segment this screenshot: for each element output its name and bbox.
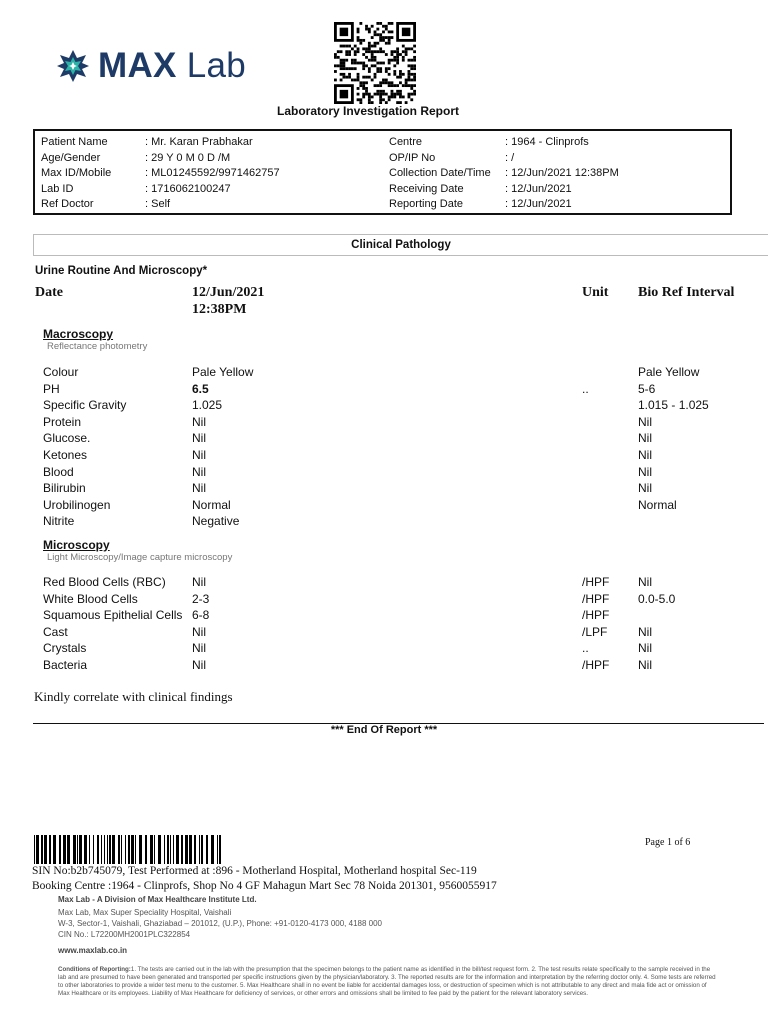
brand-light: Lab <box>186 46 247 85</box>
centre-label: Centre <box>389 136 423 148</box>
result-ref: 0.0-5.0 <box>638 591 676 606</box>
result-value: Nil <box>192 414 206 429</box>
result-ref: Nil <box>638 431 652 446</box>
ref-doctor-value: : Self <box>145 198 171 210</box>
result-name: Nitrite <box>43 514 75 529</box>
result-ref: Nil <box>638 624 652 639</box>
sin-line: SIN No:b2b745079, Test Performed at :896 - Motherland Hospital, Motherland hospital Sec-119 <box>32 865 477 877</box>
result-ref: 1.015 - 1.025 <box>638 398 709 413</box>
result-name: Red Blood Cells (RBC) <box>43 575 166 589</box>
result-row <box>0 658 768 674</box>
lab-id-value: : 1716062100247 <box>145 182 231 195</box>
result-value: 6.5 <box>192 381 209 396</box>
result-ref: Nil <box>638 481 652 496</box>
result-row <box>0 625 768 641</box>
result-row <box>0 448 768 464</box>
result-row <box>0 641 768 657</box>
result-value: 6-8 <box>192 608 210 623</box>
result-row <box>0 498 768 514</box>
result-name: PH <box>43 381 60 396</box>
qr-code-icon <box>334 22 416 104</box>
microscopy-title: Microscopy <box>43 538 110 552</box>
result-row <box>0 382 768 398</box>
brand-bold: MAX <box>98 46 177 85</box>
result-value: Nil <box>192 464 206 479</box>
address-line-2: W-3, Sector-1, Vaishali, Ghaziabad – 201012, (U.P.), Phone: +91-0120-4173 000, 4188 000 <box>58 919 382 928</box>
result-row <box>0 365 768 381</box>
reporting-date-label: Reporting Date <box>389 198 463 210</box>
test-name: Urine Routine And Microscopy* <box>35 265 208 277</box>
result-name: Specific Gravity <box>43 398 127 413</box>
result-row <box>0 592 768 608</box>
cin-number: CIN No.: L72200MH2001PLC322854 <box>58 930 191 939</box>
macroscopy-method: Reflectance photometry <box>47 341 148 352</box>
result-ref: Nil <box>638 641 652 656</box>
result-unit: /HPF <box>582 658 610 672</box>
reporting-date-value: : 12/Jun/2021 <box>505 198 572 210</box>
result-row <box>0 465 768 481</box>
website-link[interactable]: www.maxlab.co.in <box>58 946 128 955</box>
page-number: Page 1 of 6 <box>645 837 691 848</box>
result-name: Bacteria <box>43 658 88 672</box>
collection-date-value: : 12/Jun/2021 12:38PM <box>505 167 619 179</box>
result-value: Negative <box>192 514 240 529</box>
patient-info-box <box>33 129 732 215</box>
receiving-date-value: : 12/Jun/2021 <box>505 182 572 195</box>
result-value: Nil <box>192 641 206 656</box>
result-row <box>0 481 768 497</box>
max-id-value: : ML01245592/9971462757 <box>145 167 280 179</box>
result-name: Bilirubin <box>43 481 86 496</box>
result-name: Blood <box>43 464 74 479</box>
op-ip-label: OP/IP No <box>389 151 436 164</box>
centre-value: : 1964 - Clinprofs <box>505 136 589 148</box>
clinical-note: Kindly correlate with clinical findings <box>34 689 233 704</box>
result-unit: /HPF <box>582 608 610 623</box>
result-name: Squamous Epithelial Cells <box>43 608 183 623</box>
date-column-header: Date <box>35 285 63 300</box>
patient-name-label: Patient Name <box>41 136 108 148</box>
max-star-icon <box>56 49 90 83</box>
result-value: Nil <box>192 431 206 446</box>
max-lab-logo <box>56 44 246 88</box>
result-ref: Nil <box>638 464 652 479</box>
company-name: Max Lab - A Division of Max Healthcare Institute Ltd. <box>58 895 257 904</box>
result-value: Nil <box>192 575 206 589</box>
result-unit: .. <box>582 381 589 396</box>
result-row <box>0 431 768 447</box>
result-value: 1.025 <box>192 398 223 413</box>
conditions-text: 1. The tests are carried out in the lab with the presumption that the specimen belongs to the patient name as identified in the bill/test request form. 2. The test results relate specifically to the sample received in the lab and are presumed to have been generated and transported per specific instructions given by the physician/laboratory. 3. The reported results are for the information and interpretation by the referring doctor only. 4. Some tests are referred to other laboratories to provide a wider test menu to the customer. 5. Max Healthcare shall in no event be liable for accidental damages loss, or destruction of specimen which is not attributable to any direct and mala fide act or omission of Max Healthcare or its employees. Liability of Max Healthcare for deficiency of services, or other errors and omissions shall be limited to fee paid by the patient for the relevant laboratory services. <box>58 966 716 997</box>
time-value: 12:38PM <box>192 302 247 317</box>
result-name: Crystals <box>43 641 87 656</box>
result-ref: Nil <box>638 414 652 429</box>
result-name: Urobilinogen <box>43 497 111 512</box>
address-line-1: Max Lab, Max Super Speciality Hospital, Vaishali <box>58 908 232 917</box>
ref-column-header: Bio Ref Interval <box>638 285 735 300</box>
op-ip-value: : / <box>505 151 515 164</box>
unit-column-header: Unit <box>582 285 609 300</box>
result-name: Glucose. <box>43 431 91 446</box>
result-name: Colour <box>43 365 79 379</box>
result-value: Nil <box>192 448 206 462</box>
section-title: Clinical Pathology <box>33 234 768 256</box>
result-ref: Nil <box>638 448 652 462</box>
result-unit: /HPF <box>582 591 610 606</box>
barcode-icon <box>34 835 224 864</box>
result-value: Nil <box>192 658 206 672</box>
result-name: Protein <box>43 414 82 429</box>
max-id-label: Max ID/Mobile <box>41 167 112 179</box>
age-gender-label: Age/Gender <box>41 151 101 164</box>
result-value: Nil <box>192 624 206 639</box>
result-ref: Normal <box>638 497 677 512</box>
date-value: 12/Jun/2021 <box>192 285 265 300</box>
result-value: Pale Yellow <box>192 365 254 379</box>
result-name: White Blood Cells <box>43 591 138 606</box>
report-title: Laboratory Investigation Report <box>276 104 460 118</box>
result-name: Cast <box>43 624 68 639</box>
result-name: Ketones <box>43 448 88 462</box>
booking-line: Booking Centre :1964 - Clinprofs, Shop No 4 GF Mahagun Mart Sec 78 Noida 201301, 9560055917 <box>32 880 497 892</box>
ref-doctor-label: Ref Doctor <box>41 198 94 210</box>
result-row <box>0 575 768 591</box>
result-unit: /LPF <box>582 624 608 639</box>
receiving-date-label: Receiving Date <box>389 182 464 195</box>
microscopy-method: Light Microscopy/Image capture microscopy <box>47 552 233 563</box>
conditions-label: Conditions of Reporting: <box>58 966 131 973</box>
result-row <box>0 608 768 624</box>
conditions-of-reporting <box>58 966 718 998</box>
result-ref: Nil <box>638 658 652 672</box>
result-row <box>0 415 768 431</box>
result-value: Nil <box>192 481 206 496</box>
macroscopy-title: Macroscopy <box>43 327 114 341</box>
result-value: Normal <box>192 497 231 512</box>
patient-name-value: : Mr. Karan Prabhakar <box>145 136 253 148</box>
result-unit: .. <box>582 641 589 656</box>
result-ref: 5-6 <box>638 381 656 396</box>
result-ref: Nil <box>638 575 652 589</box>
result-value: 2-3 <box>192 591 210 606</box>
result-unit: /HPF <box>582 575 610 589</box>
collection-date-label: Collection Date/Time <box>389 167 491 179</box>
result-ref: Pale Yellow <box>638 365 700 379</box>
lab-id-label: Lab ID <box>41 182 74 195</box>
result-row <box>0 514 768 530</box>
result-row <box>0 398 768 414</box>
age-gender-value: : 29 Y 0 M 0 D /M <box>145 151 231 164</box>
end-of-report: *** End Of Report *** <box>330 724 438 736</box>
